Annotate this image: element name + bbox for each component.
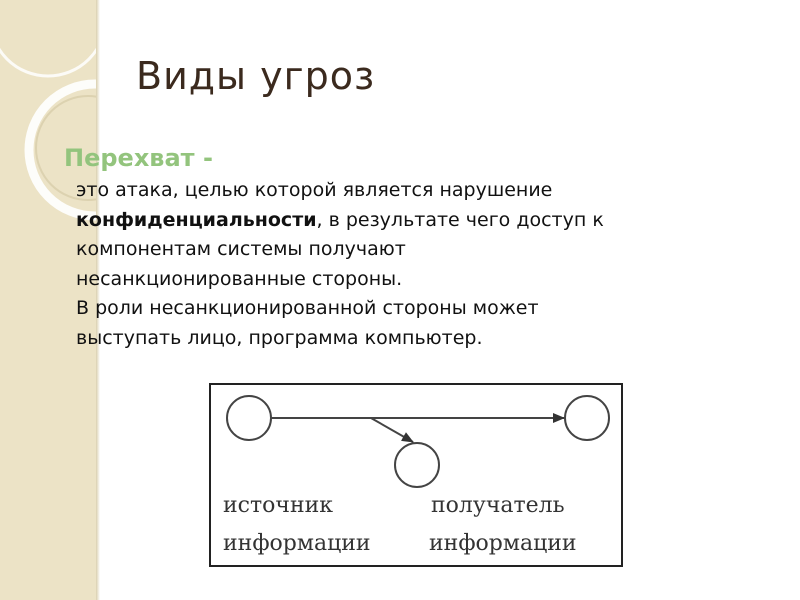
- definition-line: это атака, целью которой является нарушение: [76, 179, 553, 201]
- term-heading: Перехват -: [64, 144, 213, 172]
- interceptor-node: [395, 443, 439, 487]
- definition-line: В роли несанкционированной стороны может: [76, 297, 539, 319]
- receiver-label-line2: информации: [429, 531, 577, 556]
- source-label-line2: информации: [223, 531, 371, 556]
- definition-line: выступать лицо, программа компьютер.: [76, 326, 483, 349]
- bold-term: конфиденциальности: [76, 208, 317, 231]
- definition-text: [76, 176, 736, 353]
- receiver-label-line1: получатель: [431, 493, 565, 518]
- definition-line: несанкционированные стороны.: [76, 267, 403, 290]
- slide-title: Виды угроз: [136, 54, 376, 98]
- interception-arrow: [371, 418, 413, 442]
- interception-diagram: [209, 383, 623, 567]
- definition-line: [76, 206, 736, 236]
- source-label-line1: источник: [223, 493, 334, 518]
- definition-line: компонентам системы получают: [76, 238, 406, 260]
- source-node: [227, 396, 271, 440]
- definition-line-rest: , в результате чего доступ к: [316, 208, 604, 231]
- receiver-node: [565, 396, 609, 440]
